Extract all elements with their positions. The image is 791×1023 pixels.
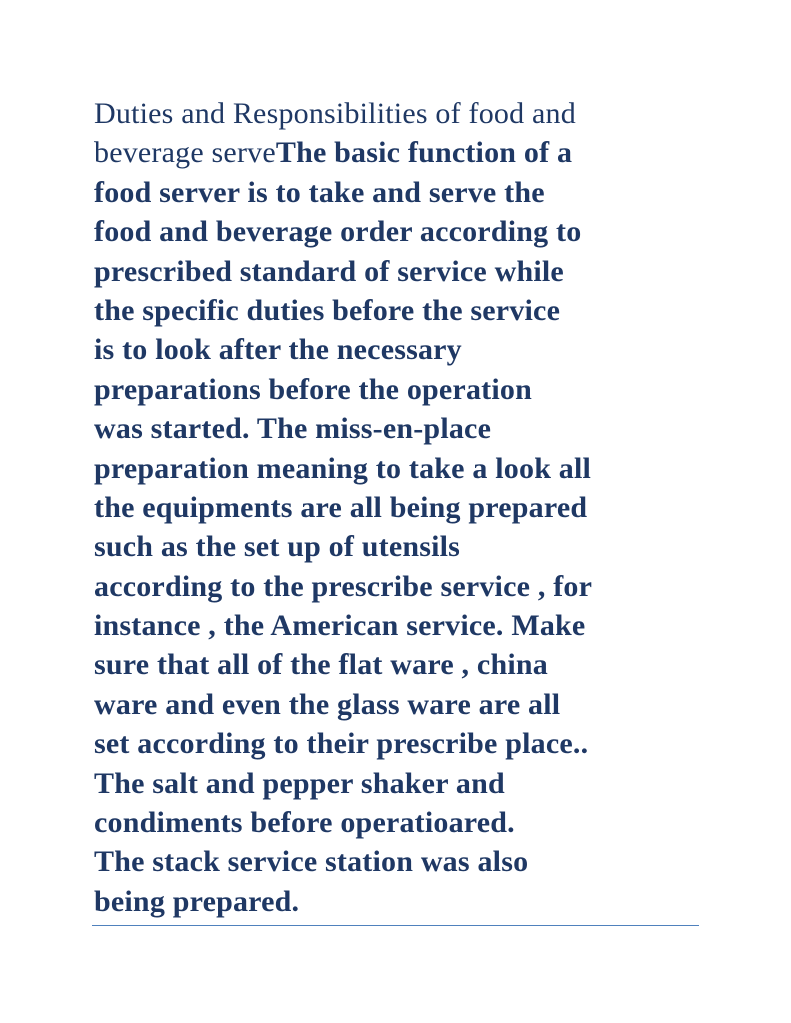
body-line: instance , the American service. Make — [94, 609, 586, 643]
body-line: prescribed standard of service while — [94, 254, 564, 288]
horizontal-rule — [92, 925, 699, 926]
title-line-1 — [94, 94, 704, 133]
body-line: preparations before the operation — [94, 372, 532, 406]
body-line: such as the set up of utensils — [94, 530, 461, 564]
body-line: food server is to take and serve the — [94, 175, 545, 209]
body-line: sure that all of the flat ware , china — [94, 648, 548, 682]
body-text: The basic function of a — [275, 136, 573, 170]
body-line: according to the prescribe service , for — [94, 569, 593, 603]
body-line: is to look after the necessary — [94, 333, 462, 367]
title-line-2 — [94, 133, 704, 172]
body-line: being prepared. — [94, 884, 300, 918]
title-text: beverage serve — [94, 136, 276, 170]
body-line: The stack service station was also — [94, 845, 529, 879]
body-line: the equipments are all being prepared — [94, 490, 588, 524]
body-line: was started. The miss-en-place — [94, 412, 492, 446]
body-line: ware and even the glass ware are all — [94, 687, 561, 721]
body-line: set according to their prescribe place.. — [94, 727, 589, 761]
title-text: Duties and Responsibilities of food and — [94, 97, 576, 130]
body-line: the specific duties before the service — [94, 293, 561, 327]
document-body — [94, 94, 704, 921]
body-line: condiments before operatioared. — [94, 806, 515, 840]
body-line: The salt and pepper shaker and — [94, 766, 505, 800]
body-line: preparation meaning to take a look all — [94, 451, 592, 485]
body-line: food and beverage order according to — [94, 215, 582, 249]
